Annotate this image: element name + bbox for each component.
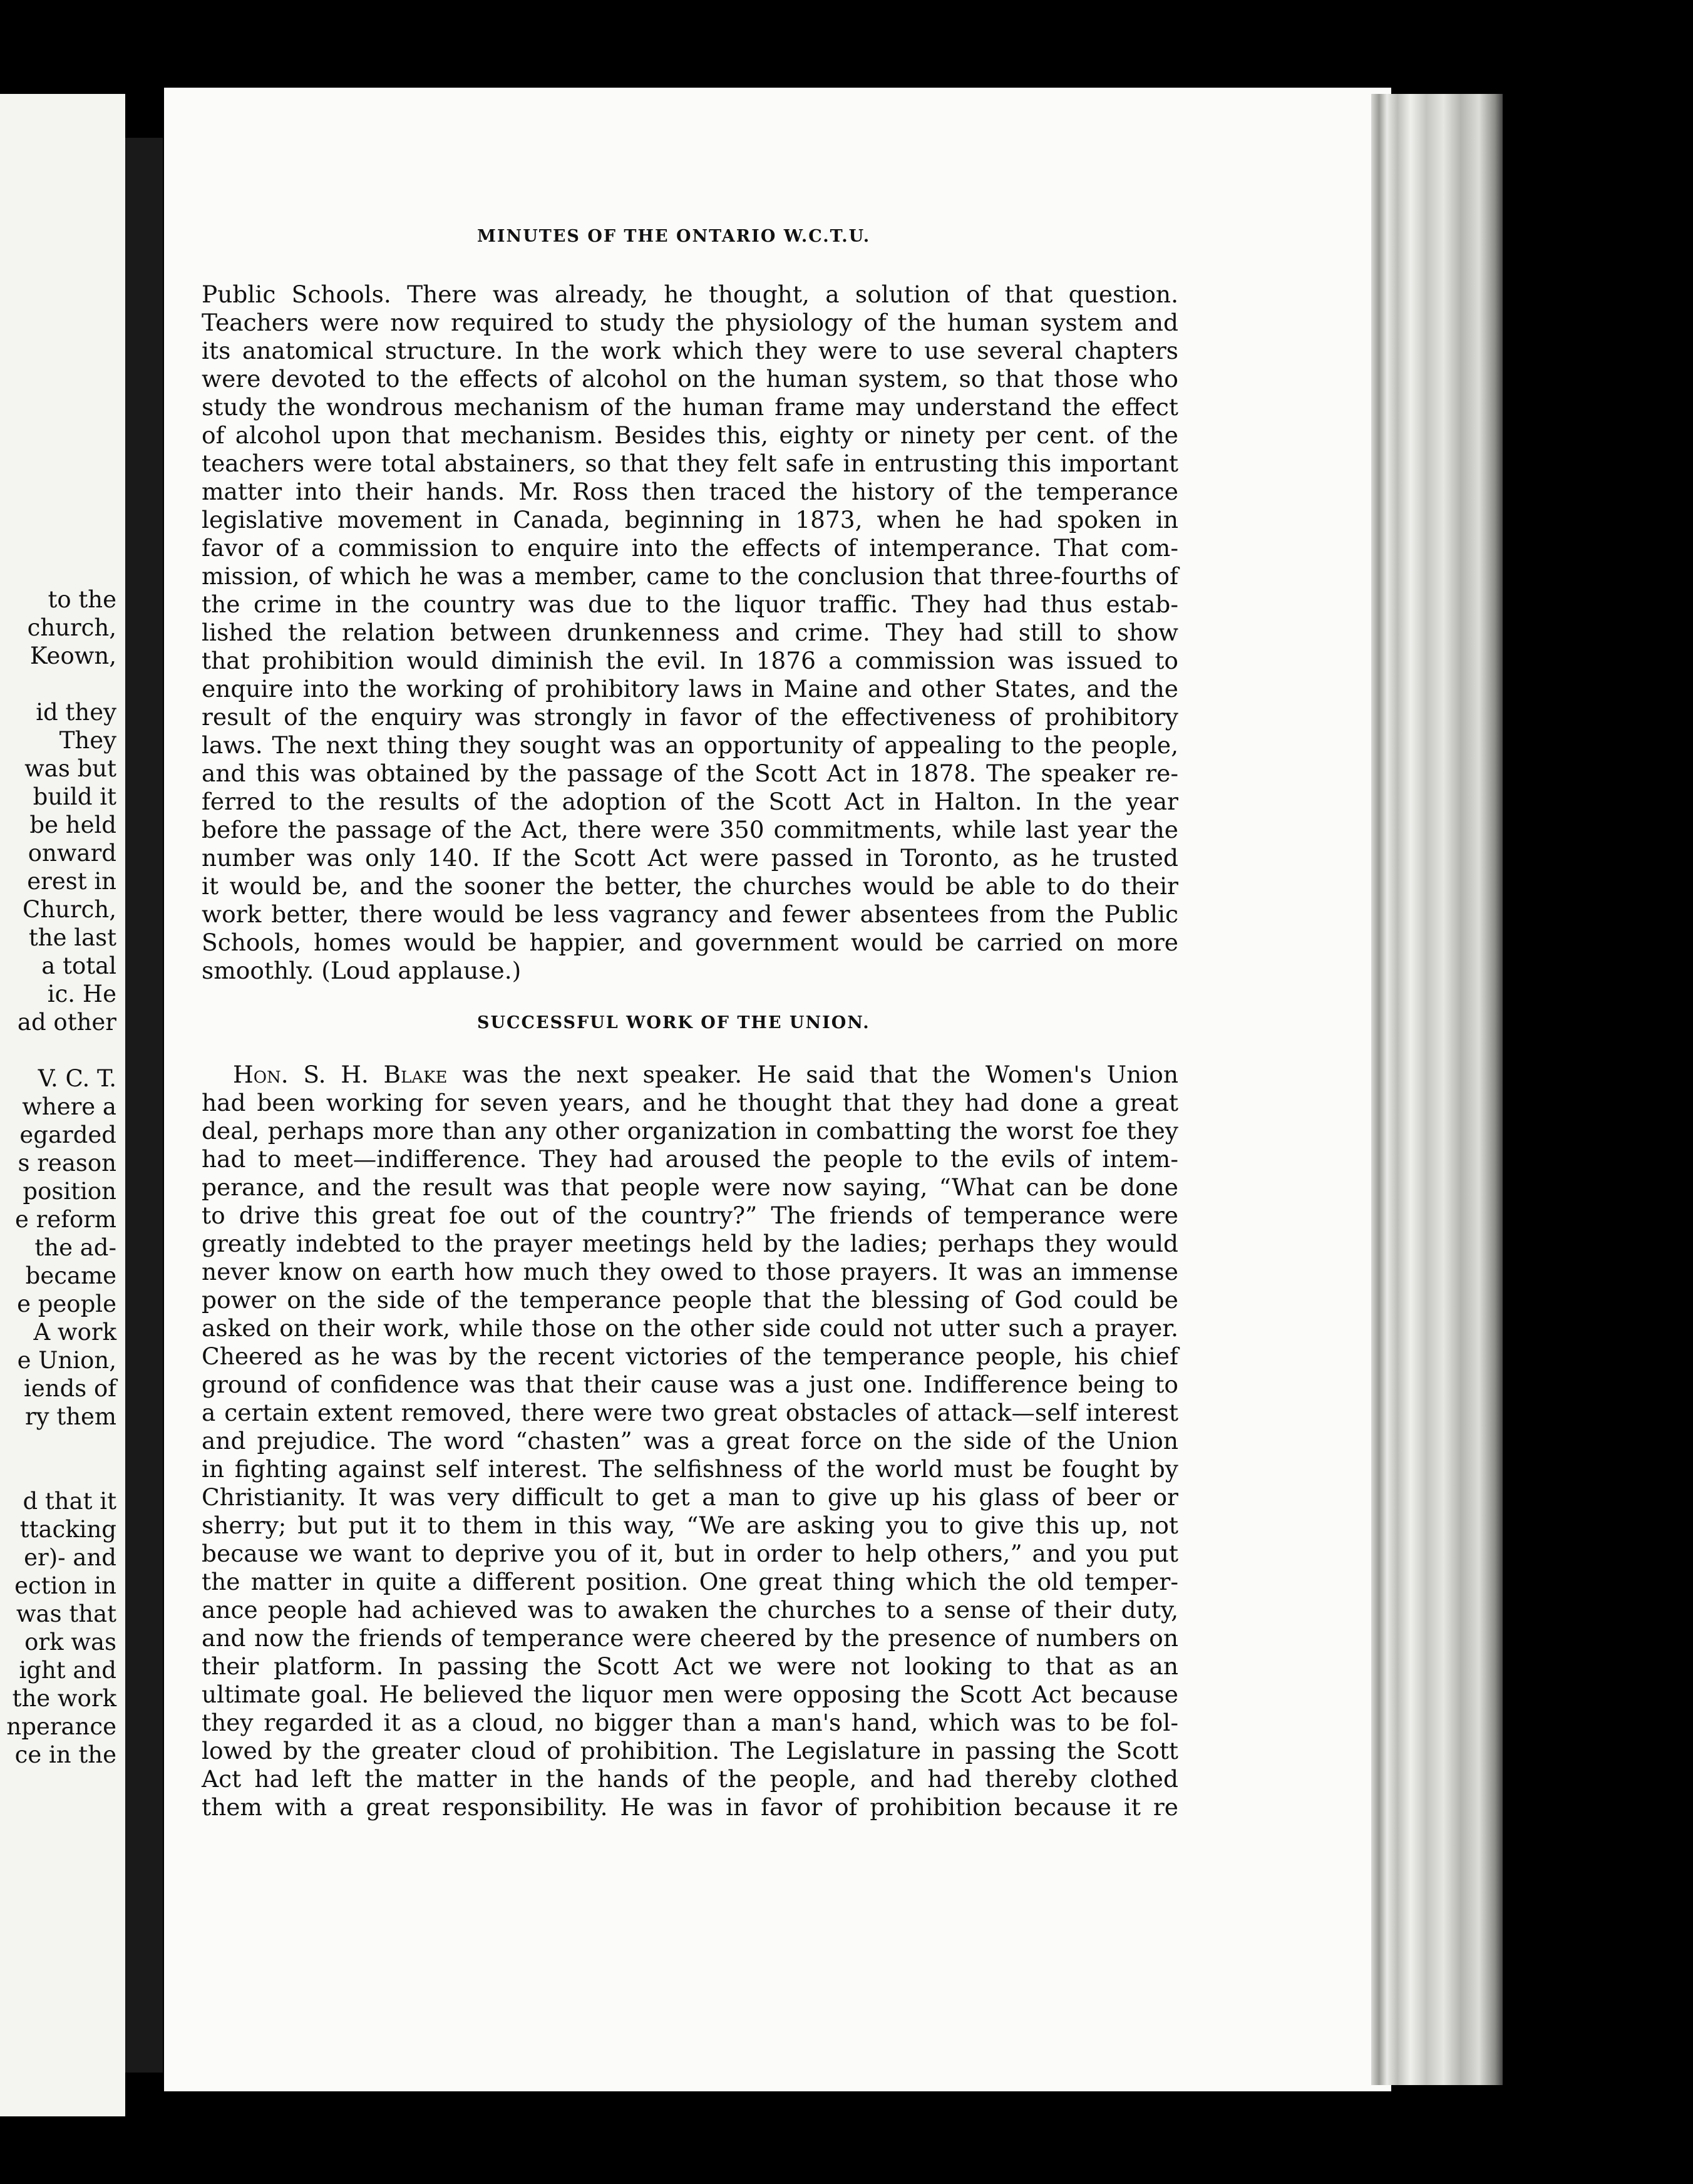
text-line: laws. The next thing they sought was an opportunity of appealing to the people, xyxy=(202,731,1178,759)
speaker-intro: was the next speaker. He said that the Women's Union xyxy=(447,1061,1178,1088)
left-page-text-line: A work xyxy=(33,1319,116,1346)
left-page-text-line: s reason xyxy=(18,1150,116,1177)
text-line: a certain extent removed, there were two great obstacles of attack—self interest xyxy=(202,1399,1178,1426)
text-line: of alcohol upon that mechanism. Besides this, eighty or ninety per cent. of the xyxy=(202,421,1178,449)
text-line: sherry; but put it to them in this way, “We are asking you to give this up, not xyxy=(202,1512,1178,1539)
text-line: ferred to the results of the adoption of the Scott Act in Halton. In the year xyxy=(202,788,1178,815)
text-line: had been working for seven years, and he thought that they had done a great xyxy=(202,1089,1178,1116)
left-page-text-line: ection in xyxy=(14,1572,116,1599)
text-line: power on the side of the temperance people that the blessing of God could be xyxy=(202,1286,1178,1314)
text-line: ground of confidence was that their cause was a just one. Indifference being to xyxy=(202,1371,1178,1398)
left-page-text-line: er)- and xyxy=(24,1544,116,1571)
left-page-text-line: ry them xyxy=(24,1403,116,1430)
left-page-fragment xyxy=(0,94,125,2116)
left-page-text-line: e Union, xyxy=(17,1347,116,1374)
running-header: MINUTES OF THE ONTARIO W.C.T.U. xyxy=(477,227,871,246)
left-page-text-line: ttacking xyxy=(19,1516,116,1543)
left-page-text-line: Keown, xyxy=(29,642,116,669)
left-page-text-line: They xyxy=(59,727,116,754)
left-page-text-line: the last xyxy=(28,924,116,951)
text-line: enquire into the working of prohibitory laws in Maine and other States, and the xyxy=(202,675,1178,703)
text-line: matter into their hands. Mr. Ross then traced the history of the temperance xyxy=(202,478,1178,505)
text-line: their platform. In passing the Scott Act we were not looking to that as an xyxy=(202,1652,1178,1680)
left-page-text-line: ce in the xyxy=(14,1741,116,1768)
left-page-text-line: ic. He xyxy=(47,981,116,1007)
speaker-name: Hon. S. H. Blake xyxy=(233,1061,448,1088)
text-line: number was only 140. If the Scott Act were passed in Toronto, as he trusted xyxy=(202,844,1178,872)
left-page-text-line: build it xyxy=(33,783,116,810)
text-line: Teachers were now required to study the physiology of the human system and xyxy=(202,309,1178,336)
paragraph-blake-speech xyxy=(202,1061,1178,1821)
left-page-text-line: onward xyxy=(28,840,116,867)
text-line: in fighting against self interest. The selfishness of the world must be fought by xyxy=(202,1455,1178,1483)
text-line: lished the relation between drunkenness and crime. They had still to show xyxy=(202,619,1178,646)
text-line: the crime in the country was due to the liquor traffic. They had thus estab- xyxy=(202,590,1178,618)
text-line: Public Schools. There was already, he thought, a solution of that question. xyxy=(202,281,1178,308)
text-line: favor of a commission to enquire into the effects of intemperance. That com- xyxy=(202,534,1178,562)
text-line: legislative movement in Canada, beginning in 1873, when he had spoken in xyxy=(202,506,1178,533)
left-page-gutter xyxy=(125,138,163,2073)
paragraph-ross-speech xyxy=(202,281,1178,985)
section-heading: SUCCESSFUL WORK OF THE UNION. xyxy=(477,1013,870,1033)
left-page-text-line: the ad- xyxy=(34,1234,116,1261)
text-line xyxy=(202,1061,1178,1089)
text-line: perance, and the result was that people were now saying, “What can be done xyxy=(202,1173,1178,1201)
text-line: were devoted to the effects of alcohol on the human system, so that those who xyxy=(202,365,1178,393)
text-line: ultimate goal. He believed the liquor men were opposing the Scott Act because xyxy=(202,1681,1178,1708)
left-page-text-line: V. C. T. xyxy=(38,1065,116,1092)
text-line: and this was obtained by the passage of the Scott Act in 1878. The speaker re- xyxy=(202,760,1178,787)
text-line: and prejudice. The word “chasten” was a great force on the side of the Union xyxy=(202,1427,1178,1455)
text-line: work better, there would be less vagrancy and fewer absentees from the Public xyxy=(202,900,1178,928)
left-page-text-line: ork was xyxy=(24,1629,116,1656)
text-line: that prohibition would diminish the evil. In 1876 a commission was issued to xyxy=(202,647,1178,674)
book-page-edges xyxy=(1371,94,1503,2085)
text-line: result of the enquiry was strongly in favor of the effectiveness of prohibitory xyxy=(202,703,1178,731)
left-page-text-line: Church, xyxy=(23,896,116,923)
left-page-text-line: became xyxy=(25,1262,116,1289)
text-line: to drive this great foe out of the country?” The friends of temperance were xyxy=(202,1202,1178,1229)
text-line: its anatomical structure. In the work which they were to use several chapters xyxy=(202,337,1178,364)
text-line: they regarded it as a cloud, no bigger than a man's hand, which was to be fol- xyxy=(202,1709,1178,1736)
text-line: teachers were total abstainers, so that they felt safe in entrusting this important xyxy=(202,450,1178,477)
left-page-text-line: id they xyxy=(36,699,116,726)
left-page-text-line: e reform xyxy=(15,1206,116,1233)
left-page-text-line: the work xyxy=(12,1685,116,1712)
left-page-text-line: position xyxy=(23,1178,116,1205)
left-page-text-line: iends of xyxy=(24,1375,116,1402)
left-page-text-line: was but xyxy=(24,755,116,782)
text-line: deal, perhaps more than any other organization in combatting the worst foe they xyxy=(202,1117,1178,1145)
text-line: them with a great responsibility. He was in favor of prohibition because it re xyxy=(202,1793,1178,1821)
text-line: mission, of which he was a member, came to the conclusion that three-fourths of xyxy=(202,562,1178,590)
left-page-text-line: ad other xyxy=(17,1009,116,1036)
left-page-text-line: where a xyxy=(22,1093,116,1120)
left-page-text-line: was that xyxy=(16,1600,116,1627)
left-page-text-line: a total xyxy=(41,952,116,979)
left-page-text-line: egarded xyxy=(19,1121,116,1148)
left-page-text-line: to the xyxy=(48,586,116,613)
text-line: the matter in quite a different position. One great thing which the old temper- xyxy=(202,1568,1178,1595)
left-page-text-line: d that it xyxy=(23,1488,116,1515)
text-line: it would be, and the sooner the better, the churches would be able to do their xyxy=(202,872,1178,900)
text-line: had to meet—indifference. They had aroused the people to the evils of intem- xyxy=(202,1145,1178,1173)
text-line: smoothly. (Loud applause.) xyxy=(202,957,522,984)
left-page-text-line: erest in xyxy=(27,868,116,895)
text-line: and now the friends of temperance were cheered by the presence of numbers on xyxy=(202,1624,1178,1652)
left-page-text-line: ight and xyxy=(19,1657,116,1684)
text-line: study the wondrous mechanism of the human frame may understand the effect xyxy=(202,393,1178,421)
text-line: asked on their work, while those on the other side could not utter such a prayer. xyxy=(202,1314,1178,1342)
text-line: because we want to deprive you of it, but in order to help others,” and you put xyxy=(202,1540,1178,1567)
left-page-text-line: e people xyxy=(17,1290,116,1317)
left-page-text-line: nperance xyxy=(6,1713,116,1740)
text-line: Christianity. It was very difficult to get a man to give up his glass of beer or xyxy=(202,1483,1178,1511)
text-line: greatly indebted to the prayer meetings held by the ladies; perhaps they would xyxy=(202,1230,1178,1257)
text-line: Cheered as he was by the recent victories of the temperance people, his chief xyxy=(202,1342,1178,1370)
text-line: lowed by the greater cloud of prohibition. The Legislature in passing the Scott xyxy=(202,1737,1178,1764)
text-line: Act had left the matter in the hands of the people, and had thereby clothed xyxy=(202,1765,1178,1793)
text-line: never know on earth how much they owed to those prayers. It was an immense xyxy=(202,1258,1178,1285)
text-line: before the passage of the Act, there were 350 commitments, while last year the xyxy=(202,816,1178,843)
left-page-text-line: church, xyxy=(27,614,116,641)
left-page-text-line: be held xyxy=(29,811,116,838)
text-line: ance people had achieved was to awaken the churches to a sense of their duty, xyxy=(202,1596,1178,1624)
text-line: Schools, homes would be happier, and government would be carried on more xyxy=(202,929,1178,956)
